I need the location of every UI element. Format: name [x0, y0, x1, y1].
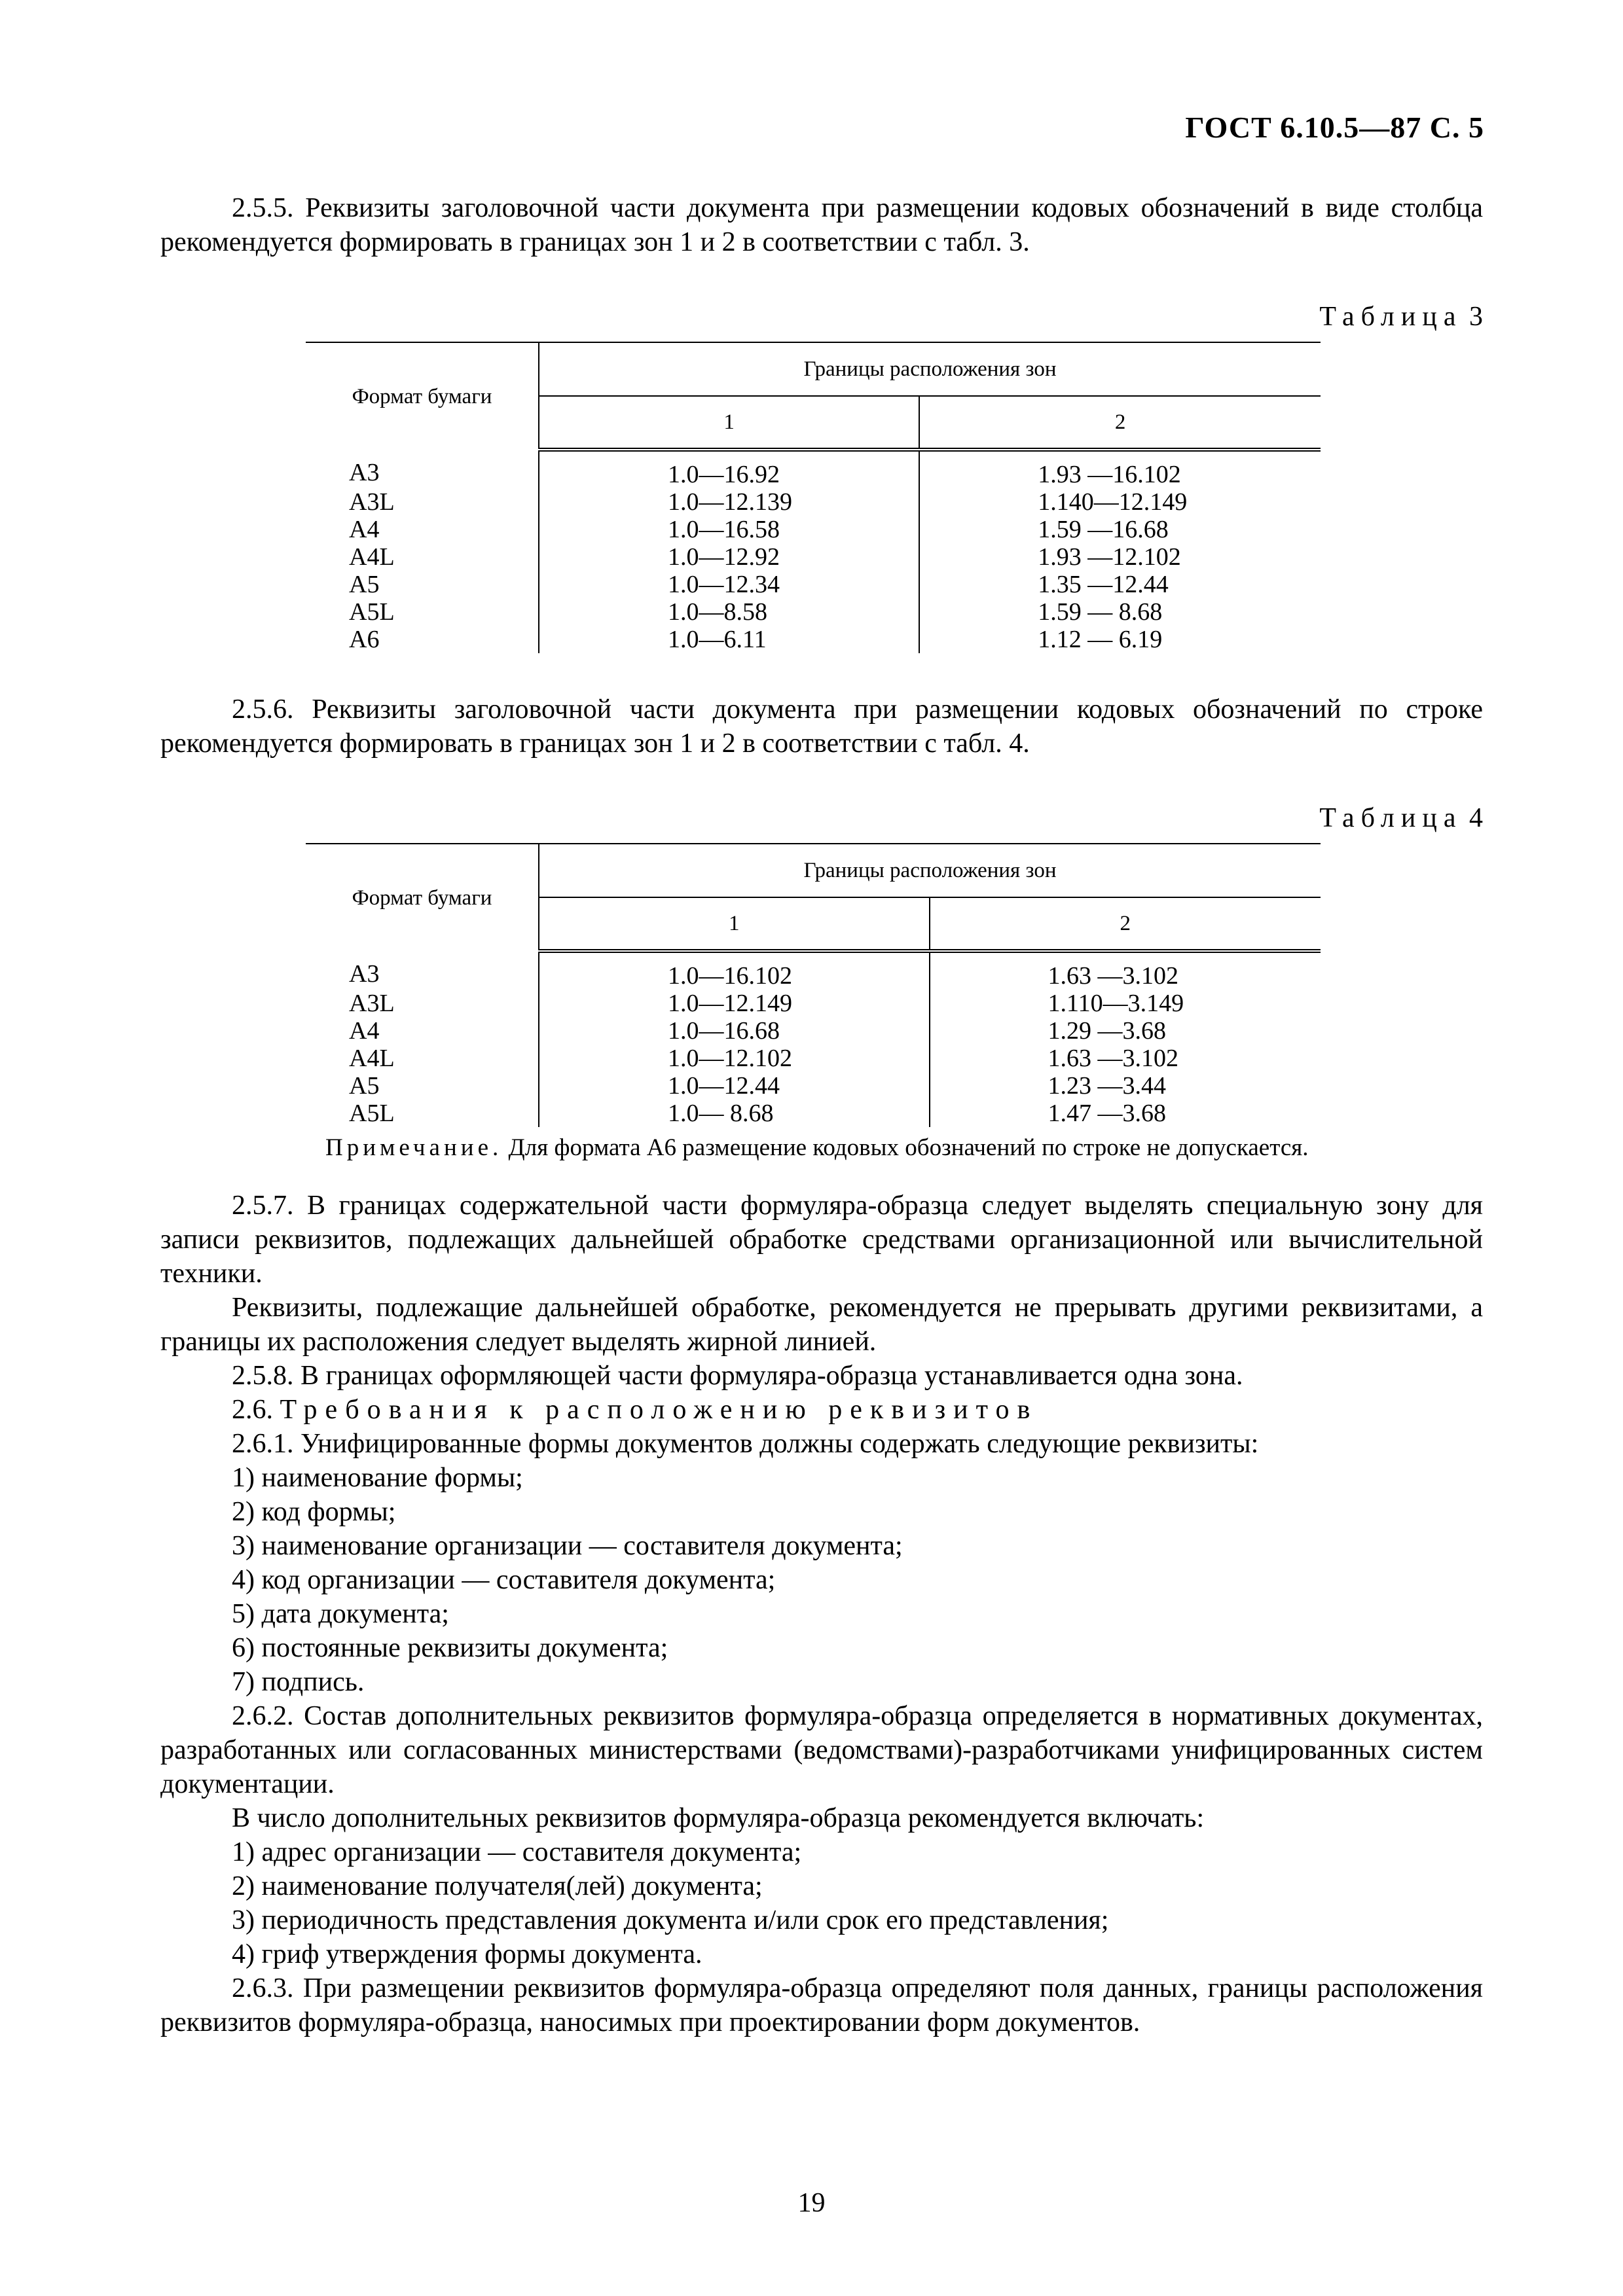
table-3-header-zone-1: 1	[539, 396, 919, 450]
section-2-6-title: Требования к расположению реквизитов	[280, 1395, 1038, 1425]
list-item: 7) подпись.	[232, 1667, 365, 1697]
zone-1-cell: 1.0—16.58	[539, 516, 919, 543]
paragraph-2-5-7: 2.5.7. В границах содержательной части формуляра-образца следует выделять специальную зону для записи реквизитов, подлежащих дальнейшей обработке средствами организационной или вычислительной техники.	[160, 1191, 1483, 1289]
zone-2-cell: 1.110—3.149	[1048, 990, 1184, 1017]
table-row	[306, 1045, 1321, 1072]
zone-1-cell: 1.0—12.139	[539, 488, 919, 516]
zone-1-cell: 1.0—8.58	[539, 598, 919, 626]
table-4	[306, 843, 1321, 1127]
list-item: 2) код формы;	[232, 1497, 396, 1527]
zone-2-cell: 1.140—12.149	[1038, 488, 1188, 516]
table-3-header-zone-2: 2	[919, 396, 1321, 450]
zone-2-cell: 1.29 —3.68	[1048, 1017, 1167, 1045]
paragraph-2-6-2-continuation: В число дополнительных реквизитов формуляра-образца рекомендуется включать:	[232, 1803, 1205, 1833]
format-cell: А3L	[306, 488, 539, 516]
format-cell: А4	[306, 516, 539, 543]
format-cell: А4	[306, 1017, 539, 1045]
zone-1-cell: 1.0—16.68	[539, 1017, 930, 1045]
table-4-header-zones: Границы расположения зон	[539, 844, 1321, 897]
table-4-caption-number: 4	[1469, 803, 1483, 833]
paragraph-2-5-8: 2.5.8. В границах оформляющей части формуляра-образца устанавливается одна зона.	[232, 1361, 1243, 1391]
zone-2-cell: 1.93 —12.102	[1038, 543, 1181, 571]
table-row	[306, 543, 1321, 571]
zone-1-cell: 1.0—12.149	[539, 990, 930, 1017]
document-body	[160, 191, 1483, 2039]
list-item: 4) код организации — составителя документа;	[232, 1565, 776, 1595]
table-3-caption-number: 3	[1469, 302, 1483, 332]
format-cell: А3	[306, 450, 539, 488]
format-cell: А5L	[306, 1100, 539, 1127]
zone-1-cell: 1.0—12.102	[539, 1045, 930, 1072]
table-row	[306, 951, 1321, 990]
format-cell: А3	[306, 951, 539, 990]
paragraph-2-5-7-continuation: Реквизиты, подлежащие дальнейшей обработке, рекомендуется не прерывать другими реквизитами, а границы их расположения следует выделять жирной линией.	[160, 1293, 1483, 1357]
table-3	[306, 342, 1321, 653]
note-label: Примечание.	[325, 1134, 503, 1161]
paragraph-2-6-1: 2.6.1. Унифицированные формы документов должны содержать следующие реквизиты:	[232, 1429, 1259, 1459]
section-2-6-number: 2.6.	[232, 1395, 273, 1425]
table-row	[306, 488, 1321, 516]
format-cell: А5	[306, 1072, 539, 1100]
format-cell: А6	[306, 626, 539, 653]
zone-1-cell: 1.0—16.102	[539, 951, 930, 990]
table-3-header-zones: Границы расположения зон	[539, 342, 1321, 396]
zone-2-cell: 1.63 —3.102	[1048, 1045, 1179, 1072]
format-cell: А3L	[306, 990, 539, 1017]
zone-2-cell: 1.47 —3.68	[1048, 1100, 1167, 1127]
list-item: 3) периодичность представления документа и/или срок его представления;	[232, 1905, 1109, 1935]
zone-1-cell: 1.0—12.34	[539, 571, 919, 598]
table-3-caption-word: Таблица	[1319, 302, 1463, 332]
table-4-caption	[160, 801, 1483, 835]
table-row	[306, 598, 1321, 626]
table-4-caption-word: Таблица	[1319, 803, 1463, 833]
zone-2-cell: 1.63 —3.102	[1048, 962, 1179, 990]
format-cell: А4L	[306, 543, 539, 571]
zone-2-cell: 1.12 — 6.19	[1038, 626, 1163, 653]
table-4-header-format: Формат бумаги	[306, 844, 539, 951]
zone-2-cell: 1.59 —16.68	[1038, 516, 1169, 543]
table-row	[306, 626, 1321, 653]
paragraph-2-6-2: 2.6.2. Состав дополнительных реквизитов формуляра-образца определяется в нормативных документах, разработанных или согласованных министерствами (ведомствами)-разработчиками унифицированных систем документации.	[160, 1701, 1483, 1799]
zone-1-cell: 1.0—12.44	[539, 1072, 930, 1100]
table-3-caption	[160, 300, 1483, 334]
table-row	[306, 1100, 1321, 1127]
paragraph-2-6-3: 2.6.3. При размещении реквизитов формуляра-образца определяют поля данных, границы расположения реквизитов формуляра-образца, наносимых при проектировании форм документов.	[160, 1973, 1483, 2037]
list-item: 6) постоянные реквизиты документа;	[232, 1633, 668, 1663]
note-text: Для формата А6 размещение кодовых обозначений по строке не допускается.	[508, 1134, 1309, 1161]
zone-1-cell: 1.0—6.11	[539, 626, 919, 653]
zone-2-cell: 1.93 —16.102	[1038, 461, 1181, 488]
paragraph-2-5-6: 2.5.6. Реквизиты заголовочной части документа при размещении кодовых обозначений по строке рекомендуется формировать в границах зон 1 и 2 в соответствии с табл. 4.	[160, 694, 1483, 759]
table-row	[306, 990, 1321, 1017]
table-4-header-zone-2: 2	[930, 897, 1321, 951]
table-4-note	[325, 1134, 1491, 1162]
zone-2-cell: 1.23 —3.44	[1048, 1072, 1167, 1100]
zone-1-cell: 1.0—16.92	[539, 450, 919, 488]
table-row	[306, 571, 1321, 598]
format-cell: А5L	[306, 598, 539, 626]
list-item: 4) гриф утверждения формы документа.	[232, 1939, 702, 1969]
format-cell: А5	[306, 571, 539, 598]
table-row	[306, 450, 1321, 488]
list-item: 5) дата документа;	[232, 1599, 449, 1629]
list-item: 1) адрес организации — составителя документа;	[232, 1837, 802, 1867]
list-item: 2) наименование получателя(лей) документа;	[232, 1871, 763, 1901]
list-item: 1) наименование формы;	[232, 1463, 523, 1493]
zone-2-cell: 1.59 — 8.68	[1038, 598, 1163, 626]
zone-1-cell: 1.0—12.92	[539, 543, 919, 571]
list-item: 3) наименование организации — составителя документа;	[232, 1531, 903, 1561]
table-3-header-format: Формат бумаги	[306, 342, 539, 450]
table-row	[306, 1017, 1321, 1045]
paragraph-2-5-5: 2.5.5. Реквизиты заголовочной части документа при размещении кодовых обозначений в виде столбца рекомендуется формировать в границах зон 1 и 2 в соответствии с табл. 3.	[160, 193, 1483, 257]
table-row	[306, 516, 1321, 543]
page-number: 19	[797, 2188, 826, 2218]
table-row	[306, 1072, 1321, 1100]
section-2-6-heading	[160, 1393, 1483, 1427]
page-header: ГОСТ 6.10.5—87 С. 5	[1185, 111, 1484, 144]
format-cell: А4L	[306, 1045, 539, 1072]
table-4-header-zone-1: 1	[539, 897, 930, 951]
zone-2-cell: 1.35 —12.44	[1038, 571, 1169, 598]
zone-1-cell: 1.0— 8.68	[539, 1100, 930, 1127]
